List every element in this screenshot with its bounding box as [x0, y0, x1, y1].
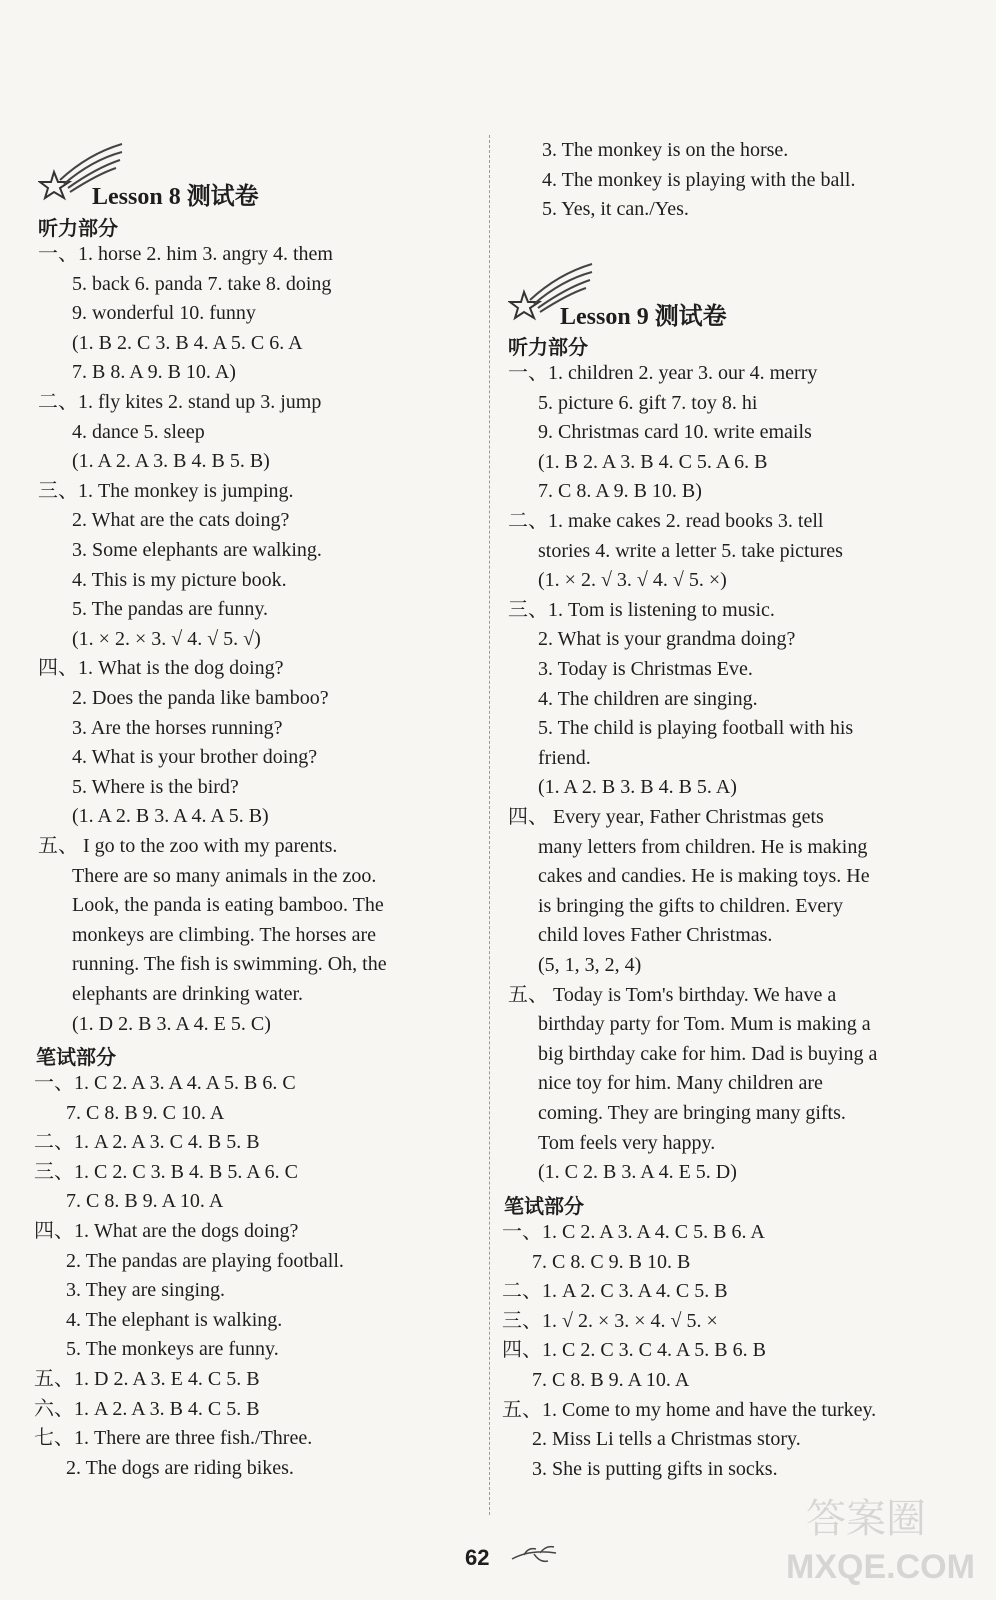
answer-line: 2. Does the panda like bamboo? [72, 687, 329, 709]
answer-line: (1. D 2. B 3. A 4. E 5. C) [72, 1013, 271, 1035]
answer-line: 二、1. fly kites 2. stand up 3. jump [38, 391, 322, 413]
answer-line: 5. Yes, it can./Yes. [542, 198, 689, 220]
answer-line: 三、1. The monkey is jumping. [38, 480, 294, 502]
answer-line: 二、1. A 2. A 3. C 4. B 5. B [34, 1131, 260, 1153]
answer-line: 7. C 8. B 9. A 10. A [532, 1369, 690, 1391]
answer-line: 5. Where is the bird? [72, 776, 239, 798]
listening-heading: 听力部分 [508, 335, 588, 359]
answer-line: 一、1. horse 2. him 3. angry 4. them [38, 243, 333, 265]
answer-line: (1. × 2. √ 3. √ 4. √ 5. ×) [538, 569, 727, 591]
answer-line: 5. back 6. panda 7. take 8. doing [72, 273, 332, 295]
answer-line: 7. C 8. C 9. B 10. B [532, 1251, 691, 1273]
svg-text:MXQE.COM: MXQE.COM [786, 1548, 975, 1586]
column-divider [489, 135, 491, 1515]
answer-line: 五、1. Come to my home and have the turkey. [502, 1399, 877, 1421]
listening-heading: 听力部分 [38, 216, 118, 240]
answer-line: 五、 Today is Tom's birthday. We have a [508, 984, 837, 1006]
answer-line: 4. What is your brother doing? [72, 746, 318, 768]
answer-line: 5. The monkeys are funny. [66, 1338, 279, 1360]
answer-line: is bringing the gifts to children. Every [538, 895, 843, 917]
answer-line: (1. A 2. A 3. B 4. B 5. B) [72, 450, 270, 472]
answer-line: 3. They are singing. [66, 1279, 226, 1301]
answer-line: 五、1. D 2. A 3. E 4. C 5. B [34, 1368, 260, 1390]
answer-line: 5. The pandas are funny. [72, 598, 269, 620]
answer-line: child loves Father Christmas. [538, 924, 773, 946]
answer-line: 四、1. C 2. C 3. C 4. A 5. B 6. B [502, 1339, 766, 1361]
answer-line: 4. dance 5. sleep [72, 421, 205, 443]
answer-line: 一、1. children 2. year 3. our 4. merry [508, 362, 818, 384]
answer-line: 四、1. What are the dogs doing? [34, 1220, 299, 1242]
answer-line: 9. wonderful 10. funny [72, 302, 256, 324]
answer-line: 3. Are the horses running? [72, 717, 283, 739]
svg-text:答案圈: 答案圈 [806, 1496, 926, 1542]
answer-line: 六、1. A 2. A 3. B 4. C 5. B [34, 1398, 260, 1420]
answer-line: 四、 Every year, Father Christmas gets [508, 806, 824, 828]
answer-line: Look, the panda is eating bamboo. The [72, 894, 384, 916]
written-heading: 笔试部分 [504, 1194, 584, 1218]
lesson9-title: Lesson 9 测试卷 [560, 302, 727, 330]
answer-line: 7. B 8. A 9. B 10. A) [72, 361, 236, 383]
answer-line: (5, 1, 3, 2, 4) [538, 954, 642, 976]
answer-line: There are so many animals in the zoo. [72, 865, 377, 887]
answer-line: 4. The children are singing. [538, 688, 758, 710]
answer-line: 7. C 8. B 9. C 10. A [66, 1102, 225, 1124]
answer-line: 7. C 8. A 9. B 10. B) [538, 480, 702, 502]
answer-line: 2. The dogs are riding bikes. [66, 1457, 294, 1479]
leaf-decoration-icon [510, 1545, 560, 1569]
answer-line: coming. They are bringing many gifts. [538, 1102, 846, 1124]
answer-line: 2. Miss Li tells a Christmas story. [532, 1428, 801, 1450]
answer-line: 三、1. C 2. C 3. B 4. B 5. A 6. C [34, 1161, 298, 1183]
answer-line: 四、1. What is the dog doing? [38, 657, 284, 679]
answer-line: 一、1. C 2. A 3. A 4. C 5. B 6. A [502, 1221, 765, 1243]
answer-line: 2. The pandas are playing football. [66, 1250, 344, 1272]
answer-line: 二、1. make cakes 2. read books 3. tell [508, 510, 824, 532]
answer-line: elephants are drinking water. [72, 983, 304, 1005]
answer-line: 三、1. √ 2. × 3. × 4. √ 5. × [502, 1310, 718, 1332]
answer-line: monkeys are climbing. The horses are [72, 924, 376, 946]
answer-line: Tom feels very happy. [538, 1132, 716, 1154]
answer-line: 4. The elephant is walking. [66, 1309, 283, 1331]
answer-line: 5. The child is playing football with his [538, 717, 854, 739]
answer-line: 7. C 8. B 9. A 10. A [66, 1190, 224, 1212]
answer-line: 3. Today is Christmas Eve. [538, 658, 753, 680]
answer-line: 2. What is your grandma doing? [538, 628, 796, 650]
answer-line: 4. The monkey is playing with the ball. [542, 169, 856, 191]
answer-line: (1. A 2. B 3. B 4. B 5. A) [538, 776, 737, 798]
answer-line: 五、 I go to the zoo with my parents. [38, 835, 338, 857]
watermark-logo [786, 1480, 976, 1590]
answer-line: 七、1. There are three fish./Three. [34, 1427, 313, 1449]
answer-line: nice toy for him. Many children are [538, 1072, 823, 1094]
answer-line: 3. Some elephants are walking. [72, 539, 322, 561]
answer-line: cakes and candies. He is making toys. He [538, 865, 870, 887]
answer-line: (1. × 2. × 3. √ 4. √ 5. √) [72, 628, 261, 650]
answer-line: running. The fish is swimming. Oh, the [72, 953, 387, 975]
answer-line: many letters from children. He is making [538, 836, 868, 858]
answer-line: friend. [538, 747, 591, 769]
answer-line: (1. B 2. C 3. B 4. A 5. C 6. A [72, 332, 303, 354]
answer-line: 5. picture 6. gift 7. toy 8. hi [538, 392, 758, 414]
answer-line: (1. B 2. A 3. B 4. C 5. A 6. B [538, 451, 768, 473]
written-heading: 笔试部分 [36, 1045, 116, 1069]
answer-line: big birthday cake for him. Dad is buying a [538, 1043, 878, 1065]
answer-line: 9. Christmas card 10. write emails [538, 421, 812, 443]
page-number: 62 [465, 1545, 490, 1570]
answer-line: stories 4. write a letter 5. take pictures [538, 540, 843, 562]
lesson8-title: Lesson 8 测试卷 [92, 182, 259, 210]
answer-line: birthday party for Tom. Mum is making a [538, 1013, 871, 1035]
answer-line: (1. C 2. B 3. A 4. E 5. D) [538, 1161, 737, 1183]
answer-line: 三、1. Tom is listening to music. [508, 599, 775, 621]
answer-line: (1. A 2. B 3. A 4. A 5. B) [72, 805, 269, 827]
answer-line: 二、1. A 2. C 3. A 4. C 5. B [502, 1280, 728, 1302]
answer-line: 一、1. C 2. A 3. A 4. A 5. B 6. C [34, 1072, 296, 1094]
answer-line: 3. The monkey is on the horse. [542, 139, 789, 161]
answer-line: 3. She is putting gifts in socks. [532, 1458, 778, 1480]
answer-line: 4. This is my picture book. [72, 569, 287, 591]
answer-line: 2. What are the cats doing? [72, 509, 290, 531]
